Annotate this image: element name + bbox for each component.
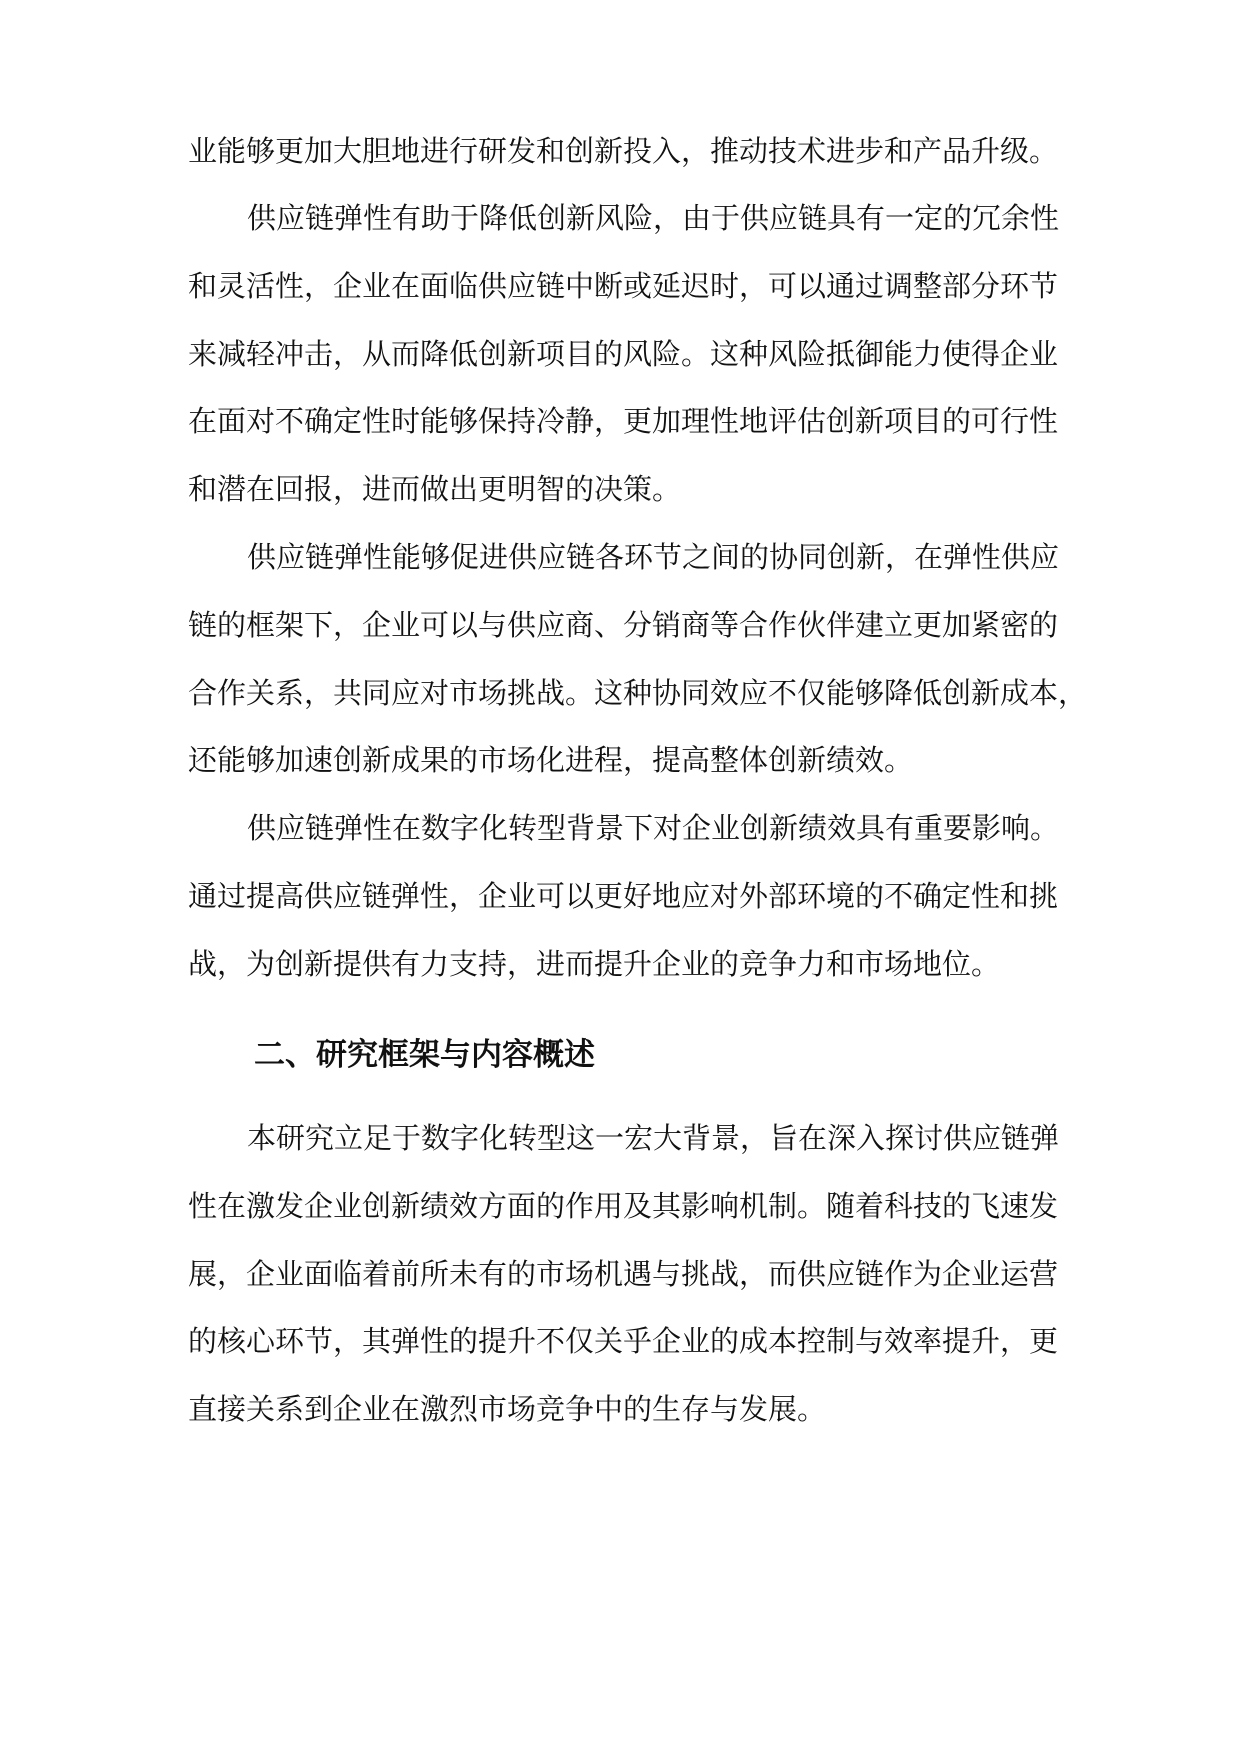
text-line: 供应链弹性有助于降低创新风险，由于供应链具有一定的冗余性 xyxy=(247,201,1060,235)
text-line: 来减轻冲击，从而降低创新项目的风险。这种风险抵御能力使得企业 xyxy=(188,337,1059,371)
text-line: 直接关系到企业在激烈市场竞争中的生存与发展。 xyxy=(188,1392,827,1426)
text-line: 链的框架下，企业可以与供应商、分销商等合作伙伴建立更加紧密的 xyxy=(188,608,1059,642)
text-line: 在面对不确定性时能够保持冷静，更加理性地评估创新项目的可行性 xyxy=(188,404,1059,438)
text-line: 业能够更加大胆地进行研发和创新投入，推动技术进步和产品升级。 xyxy=(188,134,1059,168)
text-line: 合作关系，共同应对市场挑战。这种协同效应不仅能够降低创新成本， xyxy=(188,676,1088,710)
text-line: 和潜在回报，进而做出更明智的决策。 xyxy=(188,472,682,506)
text-line: 供应链弹性能够促进供应链各环节之间的协同创新，在弹性供应 xyxy=(247,540,1060,574)
text-line: 战，为创新提供有力支持，进而提升企业的竞争力和市场地位。 xyxy=(188,947,1001,981)
text-line: 和灵活性，企业在面临供应链中断或延迟时，可以通过调整部分环节 xyxy=(188,269,1059,303)
text-line: 性在激发企业创新绩效方面的作用及其影响机制。随着科技的飞速发 xyxy=(188,1189,1059,1223)
text-line: 展，企业面临着前所未有的市场机遇与挑战，而供应链作为企业运营 xyxy=(188,1257,1059,1291)
text-line: 供应链弹性在数字化转型背景下对企业创新绩效具有重要影响。 xyxy=(247,811,1060,845)
text-line: 通过提高供应链弹性，企业可以更好地应对外部环境的不确定性和挑 xyxy=(188,879,1059,913)
text-line: 本研究立足于数字化转型这一宏大背景，旨在深入探讨供应链弹 xyxy=(247,1121,1060,1155)
text-line: 的核心环节，其弹性的提升不仅关乎企业的成本控制与效率提升，更 xyxy=(188,1324,1059,1358)
section-heading: 二、研究框架与内容概述 xyxy=(254,1037,595,1073)
text-line: 还能够加速创新成果的市场化进程，提高整体创新绩效。 xyxy=(188,743,914,777)
